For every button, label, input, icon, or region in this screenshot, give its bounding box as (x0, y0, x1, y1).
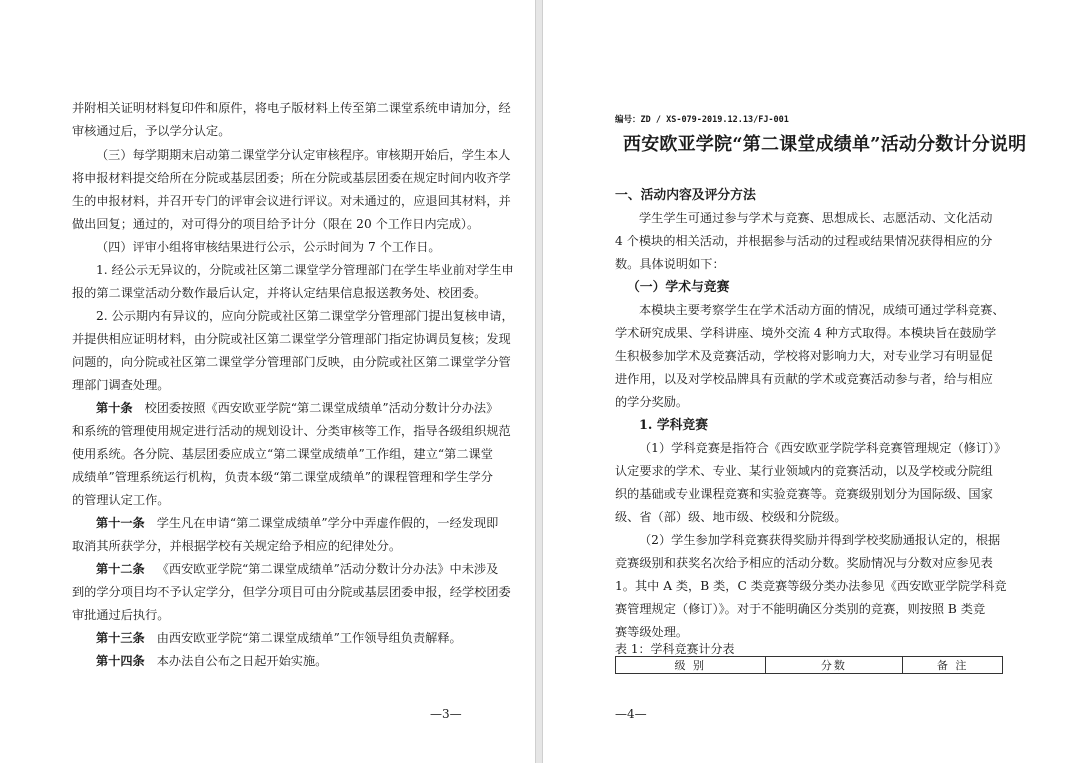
article-text: 校团委按照《西安欧亚学院“第二课堂成绩单”活动分数计分办法》 (144, 401, 499, 415)
score-table (615, 656, 1003, 674)
text-line: 赛管理规定（修订）》。对于不能明确区分类别的竞赛，则按照 B 类竞 (615, 602, 986, 616)
text-line: 赛等级处理。 (615, 625, 689, 639)
subsection-heading: （一）学术与竞赛 (627, 280, 730, 295)
text-line: 级、省（部）级、地市级、校级和分院级。 (615, 510, 847, 524)
text-line: 和系统的管理使用规定进行活动的规划设计、分类审核等工作，指导各级组织规范 (72, 424, 511, 438)
text-line: 2. 公示期内有异议的，应向分院或社区第二课堂学分管理部门提出复核申请， (96, 309, 514, 323)
text-line: 的学分奖励。 (615, 395, 689, 409)
text-line: （四）评审小组将审核结果进行公示，公示时间为 7 个工作日。 (96, 240, 441, 254)
text-line: 做出回复；通过的，对可得分的项目给予计分（限在 20 个工作日内完成）。 (72, 217, 480, 231)
table-header-row (616, 657, 1003, 674)
page-title: 西安欧亚学院“第二课堂成绩单”活动分数计分说明 (623, 134, 1027, 155)
text-line: 数。具体说明如下： (615, 257, 725, 271)
document-page-4 (542, 0, 1080, 763)
article-label: 第十条 (96, 401, 133, 415)
table-caption: 表 1：学科竞赛计分表 (615, 642, 735, 656)
text-line: 问题的，向分院或社区第二课堂学分管理部门反映，由分院或社区第二课堂学分管 (72, 355, 511, 369)
column-header: 分数 (765, 657, 903, 674)
article-10 (96, 400, 498, 417)
text-line: 到的学分项目均不予认定学分，但学分项目可由分院或基层团委申报，经学校团委 (72, 585, 511, 599)
text-line: 的管理认定工作。 (72, 493, 170, 507)
text-line: 报的第二课堂活动分数作最后认定，并将认定结果信息报送教务处、校团委。 (72, 286, 487, 300)
article-text: 学生凡在申请“第二课堂成绩单”学分中弄虚作假的，一经发现即 (156, 516, 499, 530)
text-line: 审核通过后，予以学分认定。 (72, 124, 231, 138)
article-label: 第十一条 (96, 516, 145, 530)
text-line: 生积极参加学术及竞赛活动，学校将对影响力大，对专业学习有明显促 (615, 349, 993, 363)
text-line: 学生学生可通过参与学术与竞赛、思想成长、志愿活动、文化活动 (639, 211, 993, 225)
text-line: （1）学科竞赛是指符合《西安欧亚学院学科竞赛管理规定（修订）》 (639, 441, 1007, 455)
text-line: 将申报材料提交给所在分院或基层团委；所在分院或基层团委在规定时间内收齐学 (72, 171, 511, 185)
text-line: 认定要求的学术、专业、某行业领域内的竞赛活动，以及学校或分院组 (615, 464, 993, 478)
text-line: 使用系统。各分院、基层团委应成立“第二课堂成绩单”工作组，建立“第二课堂 (72, 447, 493, 461)
text-line: 审批通过后执行。 (72, 608, 170, 622)
article-12 (96, 561, 498, 578)
article-14 (96, 653, 327, 670)
text-line: 并提供相应证明材料，由分院或社区第二课堂学分管理部门指定协调员复核；发现 (72, 332, 511, 346)
text-line: （三）每学期期末启动第二课堂学分认定审核程序。审核期开始后，学生本人 (96, 148, 511, 162)
text-line: 1. 经公示无异议的，分院或社区第二课堂学分管理部门在学生毕业前对学生申 (96, 263, 514, 277)
article-label: 第十三条 (96, 631, 145, 645)
page-number: —4— (615, 707, 647, 721)
article-label: 第十二条 (96, 562, 145, 576)
section-heading: 一、活动内容及评分方法 (615, 188, 756, 203)
document-page-3 (0, 0, 536, 763)
text-line: 进作用，以及对学校品牌具有贡献的学术或竞赛活动参与者，给与相应 (615, 372, 993, 386)
text-line: 取消其所获学分，并根据学校有关规定给予相应的纪律处分。 (72, 539, 402, 553)
article-text: 由西安欧亚学院“第二课堂成绩单”工作领导组负责解释。 (156, 631, 462, 645)
text-line: 并附相关证明材料复印件和原件，将电子版材料上传至第二课堂系统申请加分，经 (72, 101, 511, 115)
text-line: （2）学生参加学科竞赛获得奖励并得到学校奖励通报认定的，根据 (639, 533, 1001, 547)
article-11 (96, 515, 498, 532)
text-line: 成绩单”管理系统运行机构，负责本级“第二课堂成绩单”的课程管理和学生学分 (72, 470, 493, 484)
article-text: 《西安欧亚学院“第二课堂成绩单”活动分数计分办法》中未涉及 (156, 562, 499, 576)
page-number: —3— (430, 707, 462, 721)
article-label: 第十四条 (96, 654, 145, 668)
text-line: 理部门调查处理。 (72, 378, 170, 392)
column-header: 备 注 (903, 657, 1003, 674)
text-line: 织的基础或专业课程竞赛和实验竞赛等。竞赛级别划分为国际级、国家 (615, 487, 993, 501)
text-line: 生的申报材料，并召开专门的评审会议进行评议。对未通过的，应退回其材料，并 (72, 194, 511, 208)
text-line: 1。其中 A 类，B 类，C 类竞赛等级分类办法参见《西安欧亚学院学科竞 (615, 579, 1007, 593)
text-line: 4 个模块的相关活动，并根据参与活动的过程或结果情况获得相应的分 (615, 234, 993, 248)
article-text: 本办法自公布之日起开始实施。 (156, 654, 328, 668)
text-line: 竞赛级别和获奖名次给予相应的活动分数。奖励情况与分数对应参见表 (615, 556, 993, 570)
text-line: 本模块主要考察学生在学术活动方面的情况，成绩可通过学科竞赛、 (639, 303, 1005, 317)
column-header: 级 别 (616, 657, 766, 674)
article-13 (96, 630, 462, 647)
text-line: 学术研究成果、学科讲座、境外交流 4 种方式取得。本模块旨在鼓励学 (615, 326, 997, 340)
document-number: 编号：ZD / XS-079-2019.12.13/FJ-001 (615, 115, 789, 125)
item-heading: 1. 学科竞赛 (639, 418, 709, 433)
